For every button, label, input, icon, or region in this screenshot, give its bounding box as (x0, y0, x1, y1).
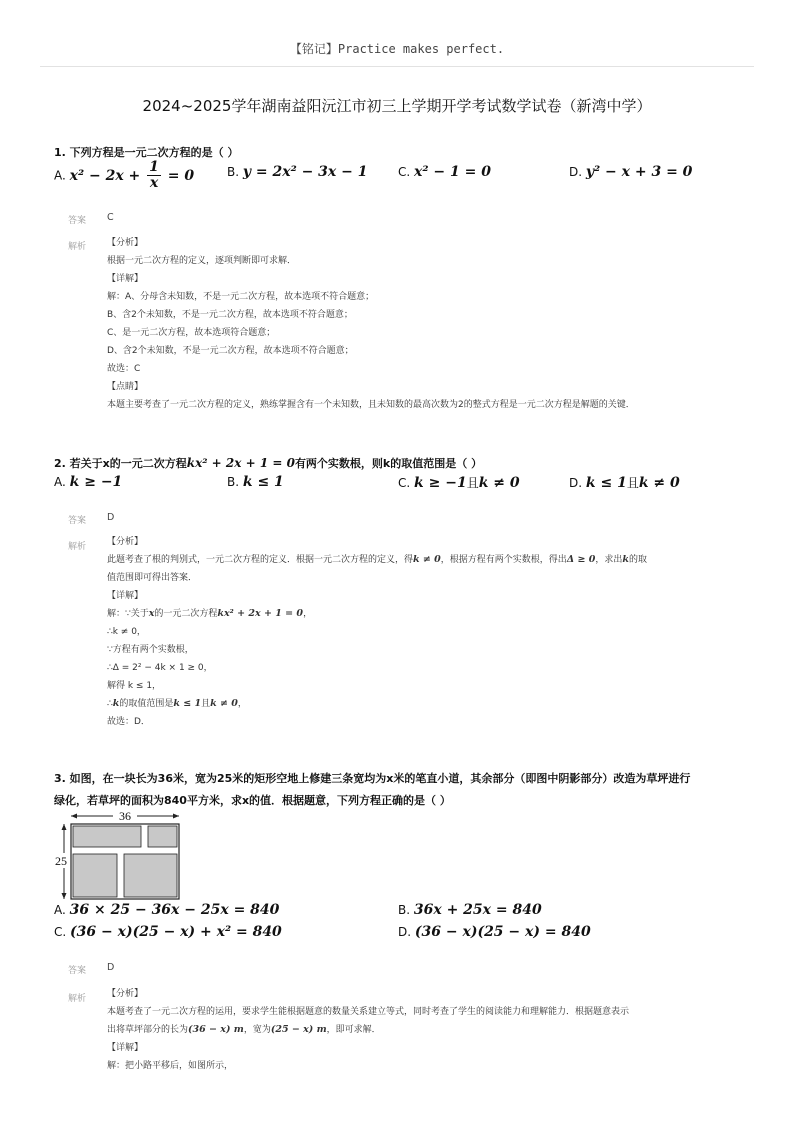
lawn-top-left (73, 826, 141, 847)
q2-analysis-label: 解析 (68, 542, 87, 552)
q1-sol-line: 根据一元二次方程的定义，逐项判断即可求解． (107, 256, 297, 266)
q3-answer-value: D (107, 962, 115, 973)
q2-option-b: B. k ≤ 1 (227, 474, 284, 490)
q2-option-d: D. k ≤ 1且k ≠ 0 (569, 475, 680, 491)
q1-answer-value: C (107, 212, 114, 223)
q1-option-a-math: x² − 2x + $\frac{1}{x}$ = 0 (69, 159, 195, 191)
q3-option-b: B. 36x + 25x = 840 (398, 902, 542, 918)
q2-stem: 2. 若关于x的一元二次方程kx² + 2x + 1 = 0有两个实数根，则k的取值范围是（ ） (54, 456, 483, 470)
q1-sol-line: C、是一元二次方程，故本选项符合题意； (107, 328, 276, 338)
height-label: 25 (55, 854, 67, 868)
q1-sol-line: D、含2个未知数，不是一元二次方程，故本选项不符合题意； (107, 346, 354, 356)
q3-option-a: A. 36 × 25 − 36x − 25x = 840 (54, 902, 280, 918)
q1-sol-line: 【点睛】 (107, 382, 144, 392)
q1-fraction: $\frac{1}{x}$ (149, 159, 159, 191)
q1-option-a (54, 160, 194, 191)
q1-option-c: C. x² − 1 = 0 (398, 164, 491, 180)
q2-stem-math: kx² + 2x + 1 = 0 (186, 456, 295, 470)
q1-analysis-label: 解析 (68, 242, 87, 252)
q2-answer-value: D (107, 512, 115, 523)
q1-sol-line: 【详解】 (107, 274, 144, 284)
q1-sol-line: 本题主要考查了一元二次方程的定义，熟练掌握含有一个未知数，且未知数的最高次数为2的整式方程是一元二次方程是解题的关键． (107, 400, 635, 410)
q3-stem-line-2: 绿化，若草坪的面积为840平方米，求x的值．根据题意，下列方程正确的是（ ） (54, 794, 451, 807)
q1-solution (107, 234, 635, 414)
exam-title: 2024~2025学年湖南益阳沅江市初三上学期开学考试数学试卷（新湾中学） (142, 97, 652, 115)
page-header-motto: 【铭记】Practice makes perfect. (289, 42, 505, 56)
q3-analysis-label: 解析 (68, 994, 87, 1004)
q1-stem: 1. 下列方程是一元二次方程的是（ ） (54, 146, 239, 159)
lawn-top-right (148, 826, 177, 847)
lawn-bottom-right (124, 854, 177, 897)
q1-sol-line: 解：A、分母含未知数，不是一元二次方程，故本选项不符合题意； (107, 292, 375, 302)
q2-option-a: A. k ≥ −1 (54, 474, 123, 490)
header-divider (40, 66, 754, 67)
q1-sol-line: 故选：C (107, 364, 141, 374)
q3-option-c: C. (36 − x)(25 − x) + x² = 840 (54, 924, 282, 940)
q1-option-d: D. y² − x + 3 = 0 (569, 164, 693, 180)
q2-answer-label: 答案 (68, 516, 87, 526)
q1-option-a-label: A. (54, 168, 66, 183)
width-arrow-left-icon (71, 814, 77, 819)
q1-sol-line: 【分析】 (107, 238, 144, 248)
q1-sol-line: B、含2个未知数，不是一元二次方程，故本选项不符合题意； (107, 310, 353, 320)
width-arrow-right-icon (173, 814, 179, 819)
q1-option-b: B. y = 2x² − 3x − 1 (227, 164, 368, 180)
q2-solution: 【分析】 此题考查了根的判别式，一元二次方程的定义．根据一元二次方程的定义，得k ≠ 0，根据方程有两个实数根，得出Δ ≥ 0，求出k的取 值范围即可得出答案． 【详解】 解：∵关于x的一元二次方程kx² + 2x + 1 = 0， ∴k ≠ 0， ∵方程有两个实数根， ∴Δ = 2² − 4k × 1 ≥ 0， 解得 k ≤ 1， ∴k的取值范围是k ≤ 1且k ≠ 0， 故选：D． (107, 537, 647, 727)
q2-option-c: C. k ≥ −1且k ≠ 0 (398, 475, 520, 491)
q3-option-d: D. (36 − x)(25 − x) = 840 (398, 924, 591, 940)
height-arrow-top-icon (62, 824, 67, 830)
q3-answer-label: 答案 (68, 966, 87, 976)
height-arrow-bottom-icon (62, 893, 67, 899)
q3-figure (50, 806, 185, 906)
q1-answer-label: 答案 (68, 216, 87, 226)
q3-stem-line-1: 3. 如图，在一块长为36米，宽为25米的矩形空地上修建三条宽均为x米的笔直小道，其余部分（即图中阴影部分）改造为草坪进行 (54, 772, 691, 785)
q3-solution: 【分析】 本题考查了一元二次方程的运用，要求学生能根据题意的数量关系建立等式，同时考查了学生的阅读能力和理解能力．根据题意表示 出将草坪部分的长为(36 − x) m，宽为(25 − x) m，即可求解． 【详解】 解：把小路平移后，如图所示， (107, 989, 630, 1071)
lawn-bottom-left (73, 854, 117, 897)
width-label: 36 (119, 809, 131, 823)
